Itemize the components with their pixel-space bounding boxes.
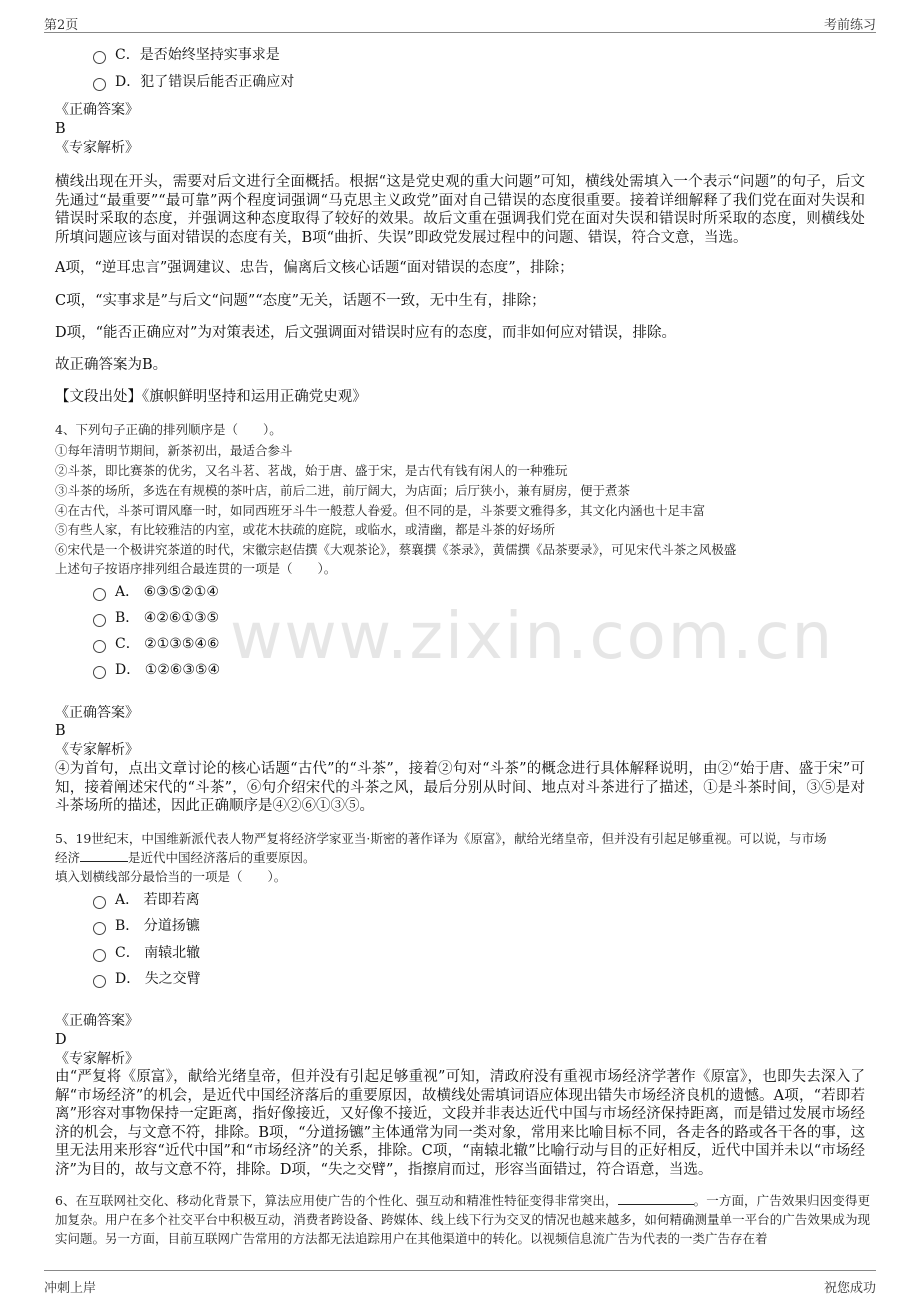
answer-value: D: [55, 1032, 67, 1048]
radio-icon[interactable]: [93, 949, 106, 962]
analysis-paragraph: 由“严复将《原富》，献给光绪皇帝，但并没有引起足够重视”可知，清政府没有重视市场经济学著作《原富》，也即失去深入了解“市场经济”的机会，是近代中国经济落后的重要原因，故横线处需填词语应体现出错失市场经济良机的遗憾。A项，“若即若离”形容对事物保持一定距离，指好像接近，又好像不接近，文段并非表达近代中国与市场经济保持距离，而是错过发展市场经济的机会，与文意不符，排除。B项，“分道扬镳”主体通常为同一类对象，常用来比喻目标不同，各走各的路或各干各的事，这里无法用来形容“近代中国”和“市场经济”的关系，排除。C项，“南辕北辙”比喻行动与目的正好相反，近代中国并未以“市场经济”为目的，故与文意不符，排除。D项，“失之交臂”，指擦肩而过，形容当面错过，符合语意，当选。: [55, 1069, 865, 1178]
option-text: ②①③⑤④⑥: [144, 636, 220, 652]
option-d[interactable]: [93, 969, 201, 989]
question-stem: 5、19世纪末，中国维新派代表人物严复将经济学家亚当·斯密的著作译为《原富》，献给光绪皇帝，但并没有引起足够重视。可以说，与市场: [55, 831, 827, 846]
radio-icon[interactable]: [93, 975, 106, 988]
option-b[interactable]: [93, 916, 200, 936]
sentence-line: ②斗茶，即比赛茶的优劣，又名斗茗、茗战，始于唐、盛于宋，是古代有钱有闲人的一种雅玩: [55, 463, 568, 478]
option-letter: C．: [115, 47, 140, 63]
option-letter: B．: [115, 610, 140, 626]
option-text: ④②⑥①③⑤: [143, 610, 220, 626]
sentence-line: ③斗茶的场所，多选在有规模的茶叶店，前后二进，前厅阔大，为店面；后厅狭小，兼有厨房，便于煮茶: [55, 483, 631, 498]
option-c[interactable]: [93, 943, 200, 963]
source-note: 【文段出处】《旗帜鲜明坚持和运用正确党史观》: [55, 389, 367, 405]
stem-text: 6、在互联网社交化、移动化背景下，算法应用使广告的个性化、强互动和精准性特征变得非常突出，: [55, 1193, 618, 1208]
footer-left: 冲刺上岸: [44, 1281, 97, 1296]
answer-value: B: [55, 121, 66, 137]
footer-right: 祝您成功: [823, 1281, 876, 1296]
radio-icon[interactable]: [93, 614, 106, 627]
option-text: ①②⑥③⑤④: [144, 662, 220, 678]
option-letter: D．: [115, 971, 141, 987]
stem-text: 经济: [55, 850, 81, 865]
answer-label: 《正确答案》: [55, 1013, 139, 1029]
radio-icon[interactable]: [93, 922, 106, 935]
option-text: 是否始终坚持实事求是: [139, 47, 280, 63]
radio-icon[interactable]: [93, 78, 106, 91]
analysis-paragraph: A项，“逆耳忠言”强调建议、忠告，偏离后文核心话题“面对错误的态度”，排除；: [55, 260, 574, 276]
analysis-label: 《专家解析》: [55, 742, 139, 758]
analysis-label: 《专家解析》: [55, 1051, 139, 1067]
option-text: ⑥③⑤②①④: [143, 584, 219, 600]
stem-text: 。一方面，广告效果归因变得更加复杂。用户在多个社交平台中积极互动，消费者跨设备、跨媒体、线上线下行为交叉的情况也越来越多，如何精确测量单一平台的广告效果成为现实问题。另一方面，目前互联网广告常用的方法都无法追踪用户在其他渠道中的转化。以视频信息流广告为代表的一类广告存在着: [55, 1193, 870, 1246]
answer-value: B: [55, 723, 66, 739]
option-d[interactable]: [93, 660, 220, 680]
page-number: 第2页: [44, 18, 79, 33]
blank-line: [80, 849, 128, 862]
analysis-paragraph: ④为首句，点出文章讨论的核心话题“古代”的“斗茶”，接着②句对“斗茶”的概念进行具体解释说明，由②“始于唐、盛于宋”可知，接着阐述宋代的“斗茶”，⑥句介绍宋代的斗茶之风，最后分别从时间、地点对斗茶进行了描述，①是斗茶时间，③⑤是对斗茶场所的描述，因此正确顺序是④②⑥①③⑤。: [55, 761, 865, 814]
option-text: 若即若离: [143, 892, 200, 908]
option-letter: A．: [115, 892, 140, 908]
option-a[interactable]: [93, 582, 219, 602]
radio-icon[interactable]: [93, 51, 106, 64]
option-b[interactable]: [93, 608, 219, 628]
question-stem-line: [55, 848, 316, 867]
analysis-label: 《专家解析》: [55, 140, 139, 156]
option-letter: C．: [115, 636, 140, 652]
radio-icon[interactable]: [93, 588, 106, 601]
answer-label: 《正确答案》: [55, 705, 139, 721]
radio-icon[interactable]: [93, 640, 106, 653]
radio-icon[interactable]: [93, 896, 106, 909]
sentence-line: ①每年清明节期间，新茶初出，最适合参斗: [55, 443, 293, 458]
radio-icon[interactable]: [93, 666, 106, 679]
answer-label: 《正确答案》: [55, 102, 139, 118]
sentence-line: ⑤有些人家，有比较雅洁的内室，或花木扶疏的庭院，或临水，或清幽，都是斗茶的好场所: [55, 522, 556, 537]
analysis-paragraph: 故正确答案为B。: [55, 357, 168, 373]
analysis-paragraph: D项，“能否正确应对”为对策表述，后文强调面对错误时应有的态度，而非如何应对错误，排除。: [55, 325, 676, 341]
option-letter: D．: [115, 74, 141, 90]
option-text: 失之交臂: [144, 971, 201, 987]
option-letter: C．: [115, 945, 140, 961]
question-stem: [55, 1191, 870, 1248]
option-c[interactable]: [93, 45, 280, 65]
option-a[interactable]: [93, 890, 200, 910]
question-prompt: 上述句子按语序排列组合最连贯的一项是（ ）。: [55, 561, 337, 576]
blank-line: [618, 1192, 694, 1205]
question-prompt: 填入划横线部分最恰当的一项是（ ）。: [55, 869, 287, 884]
question-stem: 4、下列句子正确的排列顺序是（ ）。: [55, 422, 282, 437]
sentence-line: ④在古代，斗茶可谓风靡一时，如同西班牙斗牛一般惹人眷爱。但不同的是，斗茶要文雅得多，其文化内涵也十足丰富: [55, 503, 706, 518]
option-d[interactable]: [93, 72, 294, 92]
option-text: 南辕北辙: [144, 945, 201, 961]
option-letter: B．: [115, 918, 140, 934]
stem-text: 是近代中国经济落后的重要原因。: [128, 850, 316, 865]
option-text: 分道扬镳: [143, 918, 200, 934]
sentence-line: ⑥宋代是一个极讲究茶道的时代，宋徽宗赵佶撰《大观茶论》，蔡襄撰《茶录》，黄儒撰《品茶要录》，可见宋代斗茶之风极盛: [55, 542, 737, 557]
option-c[interactable]: [93, 634, 219, 654]
watermark: www.zixin.com.cn: [230, 600, 835, 674]
analysis-paragraph: C项，“实事求是”与后文“问题”“态度”无关，话题不一致，无中生有，排除；: [55, 293, 546, 309]
option-letter: A．: [115, 584, 140, 600]
header-title: 考前练习: [823, 18, 876, 33]
option-letter: D．: [115, 662, 141, 678]
analysis-paragraph: 横线出现在开头，需要对后文进行全面概括。根据“这是党史观的重大问题”可知，横线处需填入一个表示“问题”的句子，后文先通过“最重要”“最可靠”两个程度词强调“马克思主义政党”面对自己错误的态度很重要。接着详细解释了我们党在面对失误和错误时采取的态度，并强调这种态度取得了较好的效果。故后文重在强调我们党在面对失误和错误时所采取的态度，则横线处所填问题应该与面对错误的态度有关，B项“曲折、失误”即政党发展过程中的问题、错误，符合文意，当选。: [55, 174, 865, 246]
page-footer: [44, 1270, 876, 1299]
page-header: [44, 10, 876, 33]
option-text: 犯了错误后能否正确应对: [140, 74, 295, 90]
